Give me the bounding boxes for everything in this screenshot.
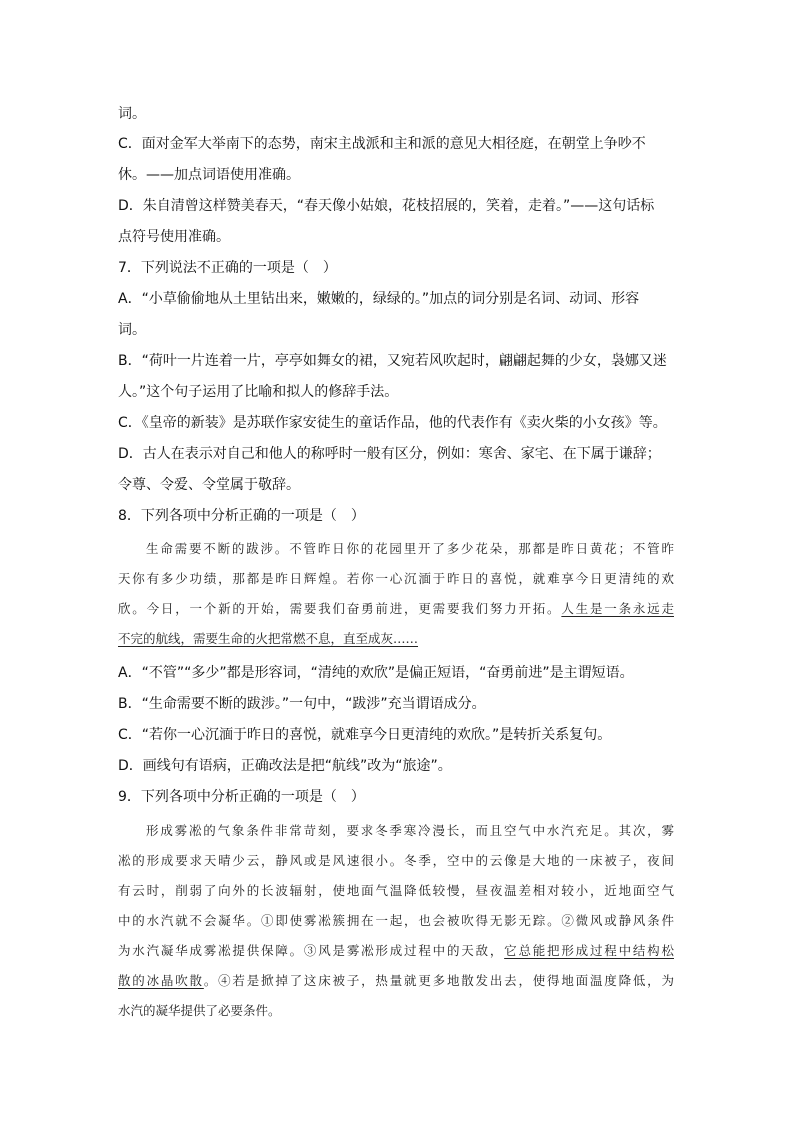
underlined-sentence: 人生是一条永远走 (561, 601, 674, 616)
passage-line (118, 936, 674, 966)
text-line: 词。 (118, 322, 146, 338)
text-line: 休。——加点词语使用准确。 (118, 167, 300, 183)
question-8-option-c: C．“若你一心沉湎于昨日的喜悦，就难享今日更清纯的欢欣。”是转折关系复句。 (118, 727, 612, 743)
passage-line: 有云时，削弱了向外的长波辐射，使地面气温降低较慢，昼夜温差相对较小，近地面空气 (118, 883, 674, 898)
question-8-stem: 8．下列各项中分析正确的一项是（ ） (118, 508, 365, 524)
question-8-passage (118, 534, 674, 654)
passage-line: 水汽的凝华提供了必要条件。 (118, 1003, 281, 1018)
underlined-sentence: 散的冰晶吹散 (118, 973, 204, 988)
passage-text: 欣。今日，一个新的开始，需要我们奋勇前进，更需要我们努力开拓。 (118, 601, 562, 616)
text-line: 词。 (118, 106, 146, 122)
question-7-stem: 7．下列说法不正确的一项是（ ） (118, 260, 337, 276)
text-line: 人。”这个句子运用了比喻和拟人的修辞手法。 (118, 384, 399, 400)
text-line: 令尊、令爱、令堂属于敬辞。 (118, 477, 300, 493)
underlined-sentence: 不完的航线，需要生命的火把常燃不息，直至成灰…… (118, 631, 419, 646)
passage-line: 天你有多少功绩，那都是昨日辉煌。若你一心沉湎于昨日的喜悦，就难享今日更清纯的欢 (118, 571, 674, 586)
question-9-passage (118, 816, 674, 1026)
question-8-option-a: A．“不管”“多少”都是形容词，“清纯的欢欣”是偏正短语，“奋勇前进”是主谓短语。 (118, 665, 634, 681)
question-8-option-d: D．画线句有语病，正确改法是把“航线”改为“旅途”。 (118, 758, 452, 774)
question-7-option-d: D．古人在表示对自己和他人的称呼时一般有区分，例如：寒舍、家宅、在下属于谦辞； (118, 446, 661, 462)
question-7-option-c: C．《皇帝的新装》是苏联作家安徒生的童话作品，他的代表作有《卖火柴的小女孩》等。 (118, 415, 667, 431)
passage-line (118, 966, 674, 996)
question-9-stem: 9．下列各项中分析正确的一项是（ ） (118, 789, 365, 805)
text-line: 点符号使用准确。 (118, 229, 230, 245)
passage-line: 生命需要不断的跋涉。不管昨日你的花园里开了多少花朵，那都是昨日黄花；不管昨 (146, 541, 674, 556)
underlined-sentence: 它总能把形成过程中结构松 (504, 943, 674, 958)
passage-line: 中的水汽就不会凝华。①即使雾凇簇拥在一起，也会被吹得无影无踪。②微风或静风条件 (118, 913, 674, 928)
passage-line (118, 624, 674, 654)
passage-line (118, 594, 674, 624)
text-line: D．朱自清曾这样赞美春天，“春天像小姑娘，花枝招展的，笑着，走着。”——这句话标 (118, 198, 655, 214)
question-7-option-a: A．“小草偷偷地从土里钻出来，嫩嫩的，绿绿的。”加点的词分别是名词、动词、形容 (118, 291, 640, 307)
text-line: C．面对金军大举南下的态势，南宋主战派和主和派的意见大相径庭，在朝堂上争吵不 (118, 136, 646, 152)
passage-line: 凇的形成要求天晴少云，静风或是风速很小。冬季，空中的云像是大地的一床被子，夜间 (118, 853, 674, 868)
passage-line: 形成雾凇的气象条件非常苛刻，要求冬季寒冷漫长，而且空气中水汽充足。其次，雾 (146, 823, 674, 838)
question-8-option-b: B．“生命需要不断的跋涉。”一句中，“跋涉”充当谓语成分。 (118, 696, 486, 712)
passage-text: 。④若是掀掉了这床被子，热量就更多地散发出去，使得地面温度降低，为 (203, 973, 674, 988)
question-7-option-b: B．“荷叶一片连着一片，亭亭如舞女的裙，又宛若风吹起时，翩翩起舞的少女，袅娜又迷 (118, 353, 667, 369)
passage-text: 为水汽凝华成雾凇提供保障。③风是雾凇形成过程中的天敌， (118, 943, 505, 958)
